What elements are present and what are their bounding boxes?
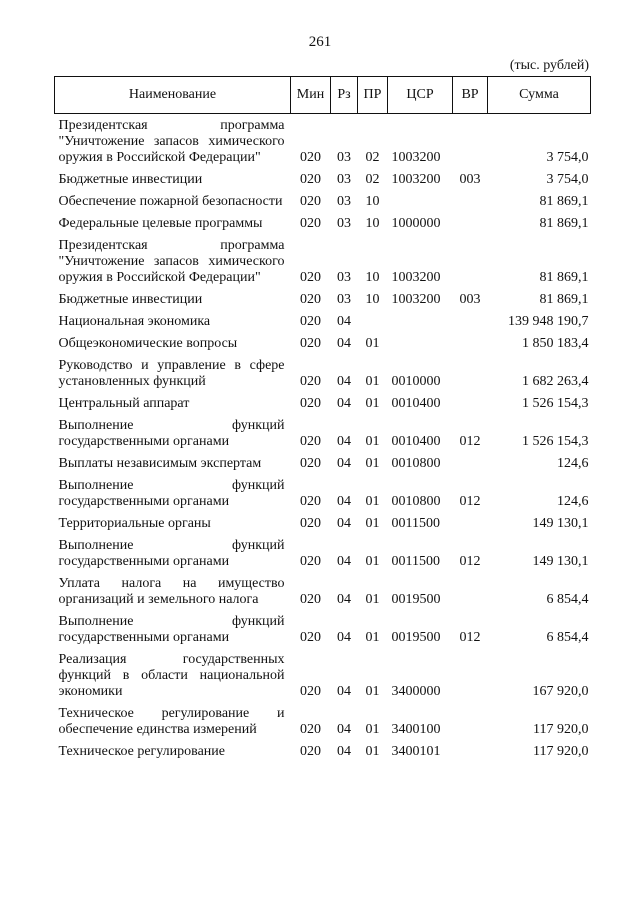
table-row [55, 308, 591, 330]
row-name: Территориальные органы [58, 516, 211, 531]
row-rz: 04 [337, 314, 351, 329]
row-sum: 81 869,1 [539, 216, 589, 231]
row-pr: 01 [365, 722, 380, 737]
row-min: 020 [300, 374, 321, 389]
table-row [55, 390, 591, 412]
table-row [55, 352, 591, 390]
row-min: 020 [300, 630, 321, 645]
table-row [55, 532, 591, 570]
row-sum: 1 526 154,3 [522, 434, 589, 449]
row-name: Руководство и управление в сфере установленных функций [58, 358, 285, 389]
row-min: 020 [300, 592, 321, 607]
row-name: Центральный аппарат [58, 396, 190, 411]
row-pr: 10 [365, 270, 380, 285]
row-sum: 167 920,0 [532, 684, 589, 699]
header-pr: ПР [358, 77, 388, 114]
row-sum: 1 682 263,4 [522, 374, 589, 389]
row-rz: 04 [337, 374, 351, 389]
row-sum: 81 869,1 [539, 194, 589, 209]
row-min: 020 [300, 216, 321, 231]
units-label: (тыс. рублей) [509, 58, 589, 73]
row-vr [453, 646, 488, 700]
row-name: Федеральные целевые программы [58, 216, 263, 231]
row-min: 020 [300, 150, 321, 165]
table-row [55, 700, 591, 738]
row-csr: 0011500 [391, 554, 440, 569]
row-csr: 1003200 [391, 150, 441, 165]
row-vr: 012 [459, 554, 481, 569]
row-rz: 03 [337, 292, 351, 307]
row-min: 020 [300, 684, 321, 699]
row-pr: 01 [365, 374, 380, 389]
row-rz: 04 [337, 630, 351, 645]
row-csr: 1003200 [391, 270, 441, 285]
row-vr [453, 308, 488, 330]
row-min: 020 [300, 722, 321, 737]
row-sum: 1 850 183,4 [522, 336, 589, 351]
row-vr [453, 114, 488, 167]
row-sum: 139 948 190,7 [508, 314, 589, 329]
row-sum: 124,6 [557, 456, 589, 471]
row-csr: 1003200 [391, 292, 441, 307]
row-pr: 01 [365, 592, 380, 607]
row-csr: 0010800 [391, 494, 441, 509]
row-min: 020 [300, 434, 321, 449]
row-rz: 04 [337, 554, 351, 569]
row-name: Бюджетные инвестиции [58, 172, 203, 187]
row-min: 020 [300, 744, 321, 759]
row-min: 020 [300, 456, 321, 471]
table-row [55, 570, 591, 608]
header-min: Мин [291, 77, 331, 114]
row-pr: 01 [365, 630, 380, 645]
row-pr: 01 [365, 684, 380, 699]
row-vr: 012 [459, 434, 481, 449]
row-vr [453, 510, 488, 532]
row-csr: 1003200 [391, 172, 441, 187]
row-name: Выполнение функций государственными органами [58, 418, 285, 449]
row-name: Выполнение функций государственными органами [58, 538, 285, 569]
row-vr: 003 [459, 292, 481, 307]
table-row [55, 114, 591, 167]
row-csr: 0019500 [391, 592, 441, 607]
row-pr: 01 [365, 516, 380, 531]
table-row [55, 646, 591, 700]
row-csr: 3400100 [391, 722, 441, 737]
row-pr: 01 [365, 396, 380, 411]
row-pr: 02 [365, 150, 380, 165]
row-pr: 10 [365, 194, 380, 209]
header-sum: Сумма [488, 77, 591, 114]
row-rz: 04 [337, 396, 351, 411]
row-csr: 0010800 [391, 456, 441, 471]
table-row [55, 330, 591, 352]
row-vr [453, 738, 488, 760]
table-header [55, 77, 591, 114]
table-row [55, 608, 591, 646]
row-name: Президентская программа "Уничтожение запасов химического оружия в Российской Федерации" [58, 118, 285, 165]
budget-table [54, 76, 591, 760]
row-rz: 04 [337, 336, 351, 351]
row-pr: 02 [365, 172, 380, 187]
row-pr: 01 [365, 434, 380, 449]
row-min: 020 [300, 292, 321, 307]
row-min: 020 [300, 270, 321, 285]
table-row [55, 412, 591, 450]
row-vr [453, 390, 488, 412]
row-name: Национальная экономика [58, 314, 211, 329]
row-vr [453, 210, 488, 232]
row-rz: 03 [337, 150, 351, 165]
header-name: Наименование [55, 77, 291, 114]
row-csr [388, 308, 453, 330]
row-csr: 0010400 [391, 434, 441, 449]
table-row [55, 232, 591, 286]
row-pr: 01 [365, 554, 380, 569]
row-min: 020 [300, 516, 321, 531]
row-rz: 04 [337, 684, 351, 699]
row-csr: 1000000 [391, 216, 441, 231]
row-name: Выполнение функций государственными органами [58, 478, 285, 509]
row-csr: 0010000 [391, 374, 441, 389]
row-vr [453, 450, 488, 472]
row-pr: 01 [365, 336, 380, 351]
row-min: 020 [300, 494, 321, 509]
row-rz: 03 [337, 270, 351, 285]
row-vr: 003 [459, 172, 481, 187]
table-row [55, 510, 591, 532]
row-vr [453, 188, 488, 210]
row-rz: 03 [337, 216, 351, 231]
row-rz: 03 [337, 194, 351, 209]
row-vr [453, 330, 488, 352]
header-vr: ВР [453, 77, 488, 114]
row-rz: 04 [337, 516, 351, 531]
row-sum: 81 869,1 [539, 270, 589, 285]
row-pr: 01 [365, 494, 380, 509]
row-sum: 117 920,0 [533, 722, 589, 737]
row-min: 020 [300, 336, 321, 351]
row-sum: 3 754,0 [546, 150, 589, 165]
row-rz: 04 [337, 434, 351, 449]
table-body [55, 114, 591, 761]
table-row [55, 188, 591, 210]
row-csr: 0011500 [391, 516, 440, 531]
row-name: Техническое регулирование [58, 744, 225, 759]
page-number: 261 [308, 34, 332, 50]
row-name: Президентская программа "Уничтожение запасов химического оружия в Российской Федерации" [58, 238, 285, 285]
row-pr: 10 [365, 292, 380, 307]
row-rz: 04 [337, 744, 351, 759]
header-csr: ЦСР [388, 77, 453, 114]
row-name: Уплата налога на имущество организаций и земельного налога [58, 576, 285, 607]
row-vr [453, 700, 488, 738]
table-row [55, 450, 591, 472]
row-sum: 6 854,4 [546, 630, 589, 645]
row-rz: 03 [337, 172, 351, 187]
row-name: Выполнение функций государственными органами [58, 614, 285, 645]
table-row [55, 166, 591, 188]
row-csr [388, 188, 453, 210]
row-csr: 0010400 [391, 396, 441, 411]
row-rz: 04 [337, 494, 351, 509]
row-name: Техническое регулирование и обеспечение единства измерений [58, 706, 285, 737]
row-min: 020 [300, 314, 321, 329]
row-csr: 3400000 [391, 684, 441, 699]
row-vr [453, 570, 488, 608]
row-csr: 3400101 [391, 744, 441, 759]
row-pr: 01 [365, 744, 380, 759]
table-row [55, 472, 591, 510]
row-vr: 012 [459, 630, 481, 645]
row-name: Обеспечение пожарной безопасности [58, 194, 283, 209]
row-name: Бюджетные инвестиции [58, 292, 203, 307]
row-min: 020 [300, 554, 321, 569]
row-sum: 149 130,1 [532, 516, 589, 531]
row-rz: 04 [337, 722, 351, 737]
table-row [55, 286, 591, 308]
row-sum: 81 869,1 [539, 292, 589, 307]
row-sum: 149 130,1 [532, 554, 589, 569]
table-row [55, 738, 591, 760]
row-min: 020 [300, 172, 321, 187]
row-name: Общеэкономические вопросы [58, 336, 238, 351]
header-rz: Рз [331, 77, 358, 114]
row-sum: 6 854,4 [546, 592, 589, 607]
row-csr: 0019500 [391, 630, 441, 645]
row-rz: 04 [337, 456, 351, 471]
row-csr [388, 330, 453, 352]
row-pr: 10 [365, 216, 380, 231]
row-rz: 04 [337, 592, 351, 607]
row-sum: 124,6 [557, 494, 589, 509]
row-pr [358, 308, 388, 330]
row-name: Реализация государственных функций в области национальной экономики [58, 652, 285, 699]
row-name: Выплаты независимым экспертам [58, 456, 262, 471]
row-vr: 012 [459, 494, 481, 509]
row-sum: 3 754,0 [546, 172, 589, 187]
row-sum: 117 920,0 [533, 744, 589, 759]
row-pr: 01 [365, 456, 380, 471]
row-min: 020 [300, 396, 321, 411]
row-min: 020 [300, 194, 321, 209]
table-row [55, 210, 591, 232]
row-vr [453, 352, 488, 390]
row-sum: 1 526 154,3 [522, 396, 589, 411]
row-vr [453, 232, 488, 286]
